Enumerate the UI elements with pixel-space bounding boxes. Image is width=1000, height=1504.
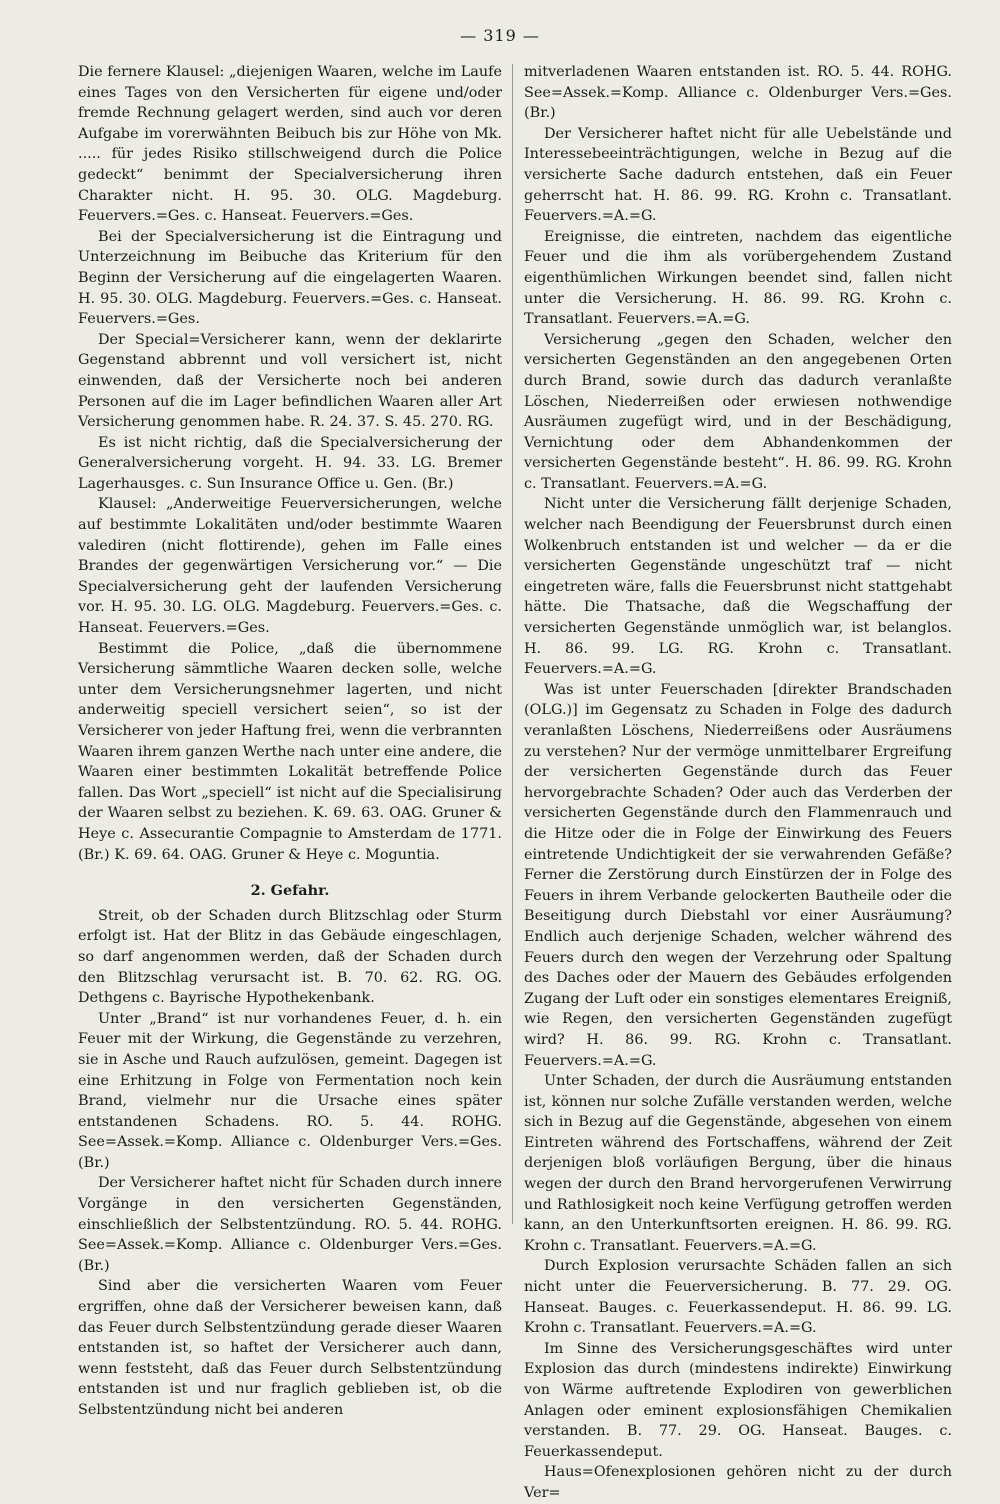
paragraph: Klausel: „Anderweitige Feuerversicherungen, welche auf bestimmte Lokalitäten und/oder bestimmte Waaren valediren (nicht flottirende), gehen im Falle eines Brandes der gegenwärtigen Versicherung vor.“ — Die Specialversicherung geht der laufenden Versicherung vor. H. 95. 30. LG. OLG. Magdeburg. Feuervers.=Ges. c. Hanseat. Feuervers.=Ges. [78,496,502,637]
section-heading: 2. Gefahr. [250,882,330,900]
left-column [78,62,502,1421]
right-column [524,62,952,1504]
paragraph: Streit, ob der Schaden durch Blitzschlag oder Sturm erfolgt ist. Hat der Blitz in das Gebäude eingeschlagen, so darf angenommen werden, daß der Schaden durch den Blitzschlag verursacht ist. B. 70. 62. RG. OG. Dethgens c. Bayrische Hypothekenbank. [78,907,502,1007]
paragraph: Ereignisse, die eintreten, nachdem das eigentliche Feuer und die ihm als vorübergehendem Zustand eigenthümlichen Wirkungen beendet sind, fallen nicht unter die Versicherung. H. 86. 99. RG. Krohn c. Transatlant. Feuervers.=A.=G. [524,228,952,328]
paragraph: Es ist nicht richtig, daß die Specialversicherung der Generalversicherung vorgeht. H. 94. 33. LG. Bremer Lagerhausges. c. Sun Insurance Office u. Gen. (Br.) [78,434,502,492]
paragraph: mitverladenen Waaren entstanden ist. RO. 5. 44. ROHG. See=Assek.=Komp. Alliance c. Oldenburger Vers.=Ges. (Br.) [524,64,952,122]
paragraph: Was ist unter Feuerschaden [direkter Brandschaden (OLG.)] im Gegensatz zu Schaden in Folge des dadurch veranlaßten Löschens, Niederreißens oder Ausräumens zu verstehen? Nur der vermöge unmittelbarer Ergreifung der versicherten Gegenstände durch das Feuer hervorgebrachte Schaden? Oder auch das Verderben der versicherten Gegenstände durch den Flammenrauch und die Hitze oder die in Folge der Einwirkung des Feuers eintretende Undichtigkeit der sie verwahrenden Gefäße? Ferner die Zerstörung durch Einstürzen der in Folge des Feuers in ihrem Verbande gelockerten Bautheile oder die Beseitigung durch Diebstahl vor einer Ausräumung? Endlich auch derjenige Schaden, welcher während des Feuers durch den wegen der Verzehrung oder Spaltung des Daches oder der Mauern des Gebäudes erfolgenden Zugang der Luft oder ein sonstiges elementares Ereigniß, wie Regen, den versicherten Gegenständen zugefügt wird? H. 86. 99. RG. Krohn c. Transatlant. Feuervers.=A.=G. [524,681,952,1069]
paragraph: Bei der Specialversicherung ist die Eintragung und Unterzeichnung im Beibuche das Kriterium für den Beginn der Versicherung auf die eingelagerten Waaren. H. 95. 30. OLG. Magdeburg. Feuervers.=Ges. c. Hanseat. Feuervers.=Ges. [78,228,502,328]
paragraph: Durch Explosion verursachte Schäden fallen an sich nicht unter die Feuerversicherung. B. 77. 29. OG. Hanseat. Bauges. c. Feuerkassendeput. H. 86. 99. LG. Krohn c. Transatlant. Feuervers.=A.=G. [524,1258,952,1337]
paragraph: Unter „Brand“ ist nur vorhandenes Feuer, d. h. ein Feuer mit der Wirkung, die Gegenstände zu verzehren, sie in Asche und Rauch aufzulösen, gemeint. Dagegen ist eine Erhitzung in Folge von Fermentation noch kein Brand, vielmehr nur die Ursache eines später entstandenen Schadens. RO. 5. 44. ROHG. See=Assek.=Komp. Alliance c. Oldenburger Vers.=Ges. (Br.) [78,1010,502,1171]
column-divider [512,64,513,1224]
paragraph: Im Sinne des Versicherungsgeschäftes wird unter Explosion das durch (mindestens indirekte) Einwirkung von Wärme auftretende Explodiren von gewerblichen Anlagen oder eminent explosionsfähigen Chemikalien verstanden. B. 77. 29. OG. Hanseat. Bauges. c. Feuerkassendeput. [524,1340,952,1460]
paragraph: Haus=Ofenexplosionen gehören nicht zu der durch Ver= [524,1464,952,1501]
page-number: — 319 — [460,26,540,45]
paragraph: Die fernere Klausel: „diejenigen Waaren, welche im Laufe eines Tages von den Versicherten für eigene und/oder fremde Rechnung gelagert werden, sind auch vor deren Aufgabe im vorerwähnten Beibuch bis zur Höhe von Mk. ..... für jedes Risiko stillschweigend durch die Police gedeckt“ benimmt der Specialversicherung ihren Charakter nicht. H. 95. 30. OLG. Magdeburg. Feuervers.=Ges. c. Hanseat. Feuervers.=Ges. [78,64,502,225]
paragraph: Bestimmt die Police, „daß die übernommene Versicherung sämmtliche Waaren decken solle, welche unter dem Versicherungsnehmer lagerten, und nicht anderweitig speciell versichert seien“, so ist der Versicherer von jeder Haftung frei, wenn die verbrannten Waaren ihrem ganzen Werthe nach unter eine andere, die Waaren einer bestimmten Lokalität betreffende Police fallen. Das Wort „speciell“ ist nicht auf die Specialisirung der Waaren selbst zu beziehen. K. 69. 63. OAG. Gruner & Heye c. Assecurantie Compagnie to Amsterdam de 1771. (Br.) K. 69. 64. OAG. Gruner & Heye c. Moguntia. [78,640,502,863]
paragraph: Der Special=Versicherer kann, wenn der deklarirte Gegenstand abbrennt und voll versichert ist, nicht einwenden, daß der Versicherte noch bei anderen Personen auf die im Lager befindlichen Waaren aller Art Versicherung genommen habe. R. 24. 37. S. 45. 270. RG. [78,331,502,431]
paragraph: Versicherung „gegen den Schaden, welcher den versicherten Gegenständen an den angegebenen Orten durch Brand, sowie durch das dadurch veranlaßte Löschen, Niederreißen oder erwiesen nothwendige Ausräumen zugefügt wird, und in der Beschädigung, Vernichtung oder dem Abhandenkommen der versicherten Gegenstände besteht“. H. 86. 99. RG. Krohn c. Transatlant. Feuervers.=A.=G. [524,331,952,492]
paragraph: Der Versicherer haftet nicht für Schaden durch innere Vorgänge in den versicherten Gegenständen, einschließlich der Selbstentzündung. RO. 5. 44. ROHG. See=Assek.=Komp. Alliance c. Oldenburger Vers.=Ges. (Br.) [78,1175,502,1274]
paragraph: Sind aber die versicherten Waaren vom Feuer ergriffen, ohne daß der Versicherer beweisen kann, daß das Feuer durch Selbstentzündung gerade dieser Waaren entstanden ist, so haftet der Versicherer auch dann, wenn feststeht, daß das Feuer durch Selbstentzündung entstanden ist und nur fraglich geblieben ist, ob die Selbstentzündung nicht bei anderen [78,1278,502,1418]
paragraph: Nicht unter die Versicherung fällt derjenige Schaden, welcher nach Beendigung der Feuersbrunst durch einen Wolkenbruch entstanden ist und welcher — da er die versicherten Gegenstände ungeschützt traf — nicht eingetreten wäre, falls die Feuersbrunst nicht stattgehabt hätte. Die Thatsache, daß die Wegschaffung der versicherten Gegenstände unmöglich war, ist belanglos. H. 86. 99. LG. RG. Krohn c. Transatlant. Feuervers.=A.=G. [524,496,952,678]
paragraph: Unter Schaden, der durch die Ausräumung entstanden ist, können nur solche Zufälle verstanden werden, welche sich in Bezug auf die Gegenstände, abgesehen von einem Eintreten während des Fortschaffens, während der Zeit derjenigen bloß vorläufigen Bergung, über die hinaus wegen der durch den Brand hervorgerufenen Verwirrung und Rathlosigkeit noch keine Verfügung getroffen werden kann, an den Unterkunftsorten ereignen. H. 86. 99. RG. Krohn c. Transatlant. Feuervers.=A.=G. [524,1073,952,1254]
paragraph: Der Versicherer haftet nicht für alle Uebelstände und Interessebeeinträchtigungen, welche in Bezug auf die versicherte Sache dadurch entstehen, daß ein Feuer geherrscht hat. H. 86. 99. RG. Krohn c. Transatlant. Feuervers.=A.=G. [524,125,952,225]
